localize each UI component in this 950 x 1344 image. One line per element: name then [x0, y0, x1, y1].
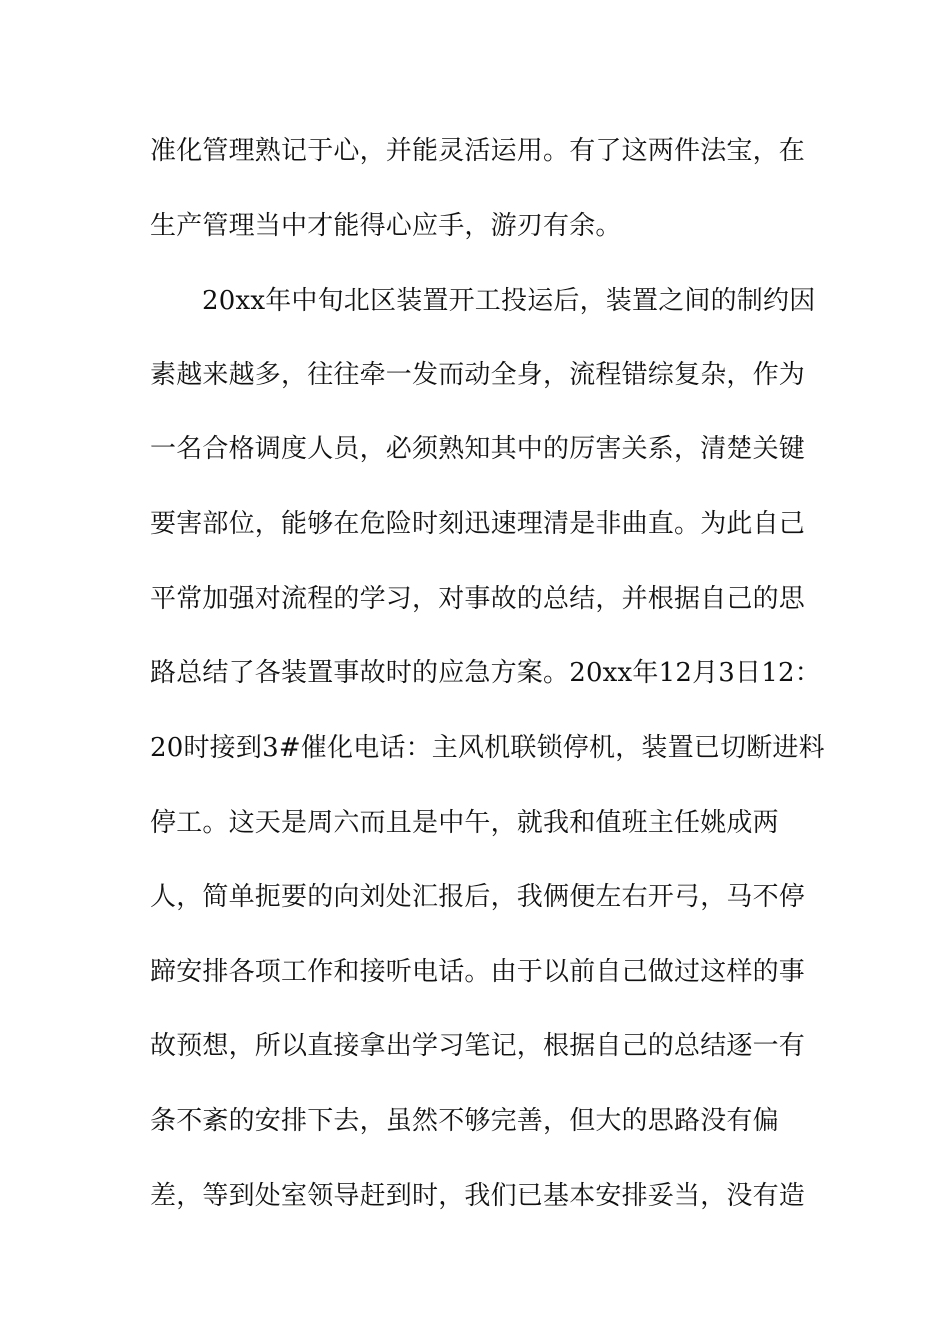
- text-line: 路总结了各装置事故时的应急方案。20xx年12月3日12：: [150, 658, 821, 688]
- text-line: 停工。这天是周六而且是中午，就我和值班主任姚成两: [150, 808, 779, 838]
- text-line: 要害部位，能够在危险时刻迅速理清是非曲直。为此自己: [150, 509, 806, 539]
- text-line: 准化管理熟记于心，并能灵活运用。有了这两件法宝，在: [150, 136, 806, 166]
- paragraph-first-line: 20xx年中旬北区装置开工投运后，装置之间的制约因: [202, 286, 816, 316]
- text-line: 20时接到3#催化电话：主风机联锁停机，装置已切断进料: [150, 733, 825, 763]
- text-line: 素越来越多，往往牵一发而动全身，流程错综复杂，作为: [150, 360, 806, 390]
- text-line: 一名合格调度人员，必须熟知其中的厉害关系，清楚关键: [150, 434, 806, 464]
- text-line: 生产管理当中才能得心应手，游刃有余。: [150, 211, 622, 241]
- text-line: 蹄安排各项工作和接听电话。由于以前自己做过这样的事: [150, 957, 806, 987]
- text-line: 差，等到处室领导赶到时，我们已基本安排妥当，没有造: [150, 1181, 806, 1211]
- text-line: 条不紊的安排下去，虽然不够完善，但大的思路没有偏: [150, 1106, 779, 1136]
- text-line: 故预想，所以直接拿出学习笔记，根据自己的总结逐一有: [150, 1031, 806, 1061]
- text-line: 人，简单扼要的向刘处汇报后，我俩便左右开弓，马不停: [150, 882, 806, 912]
- text-line: 平常加强对流程的学习，对事故的总结，并根据自己的思: [150, 584, 806, 614]
